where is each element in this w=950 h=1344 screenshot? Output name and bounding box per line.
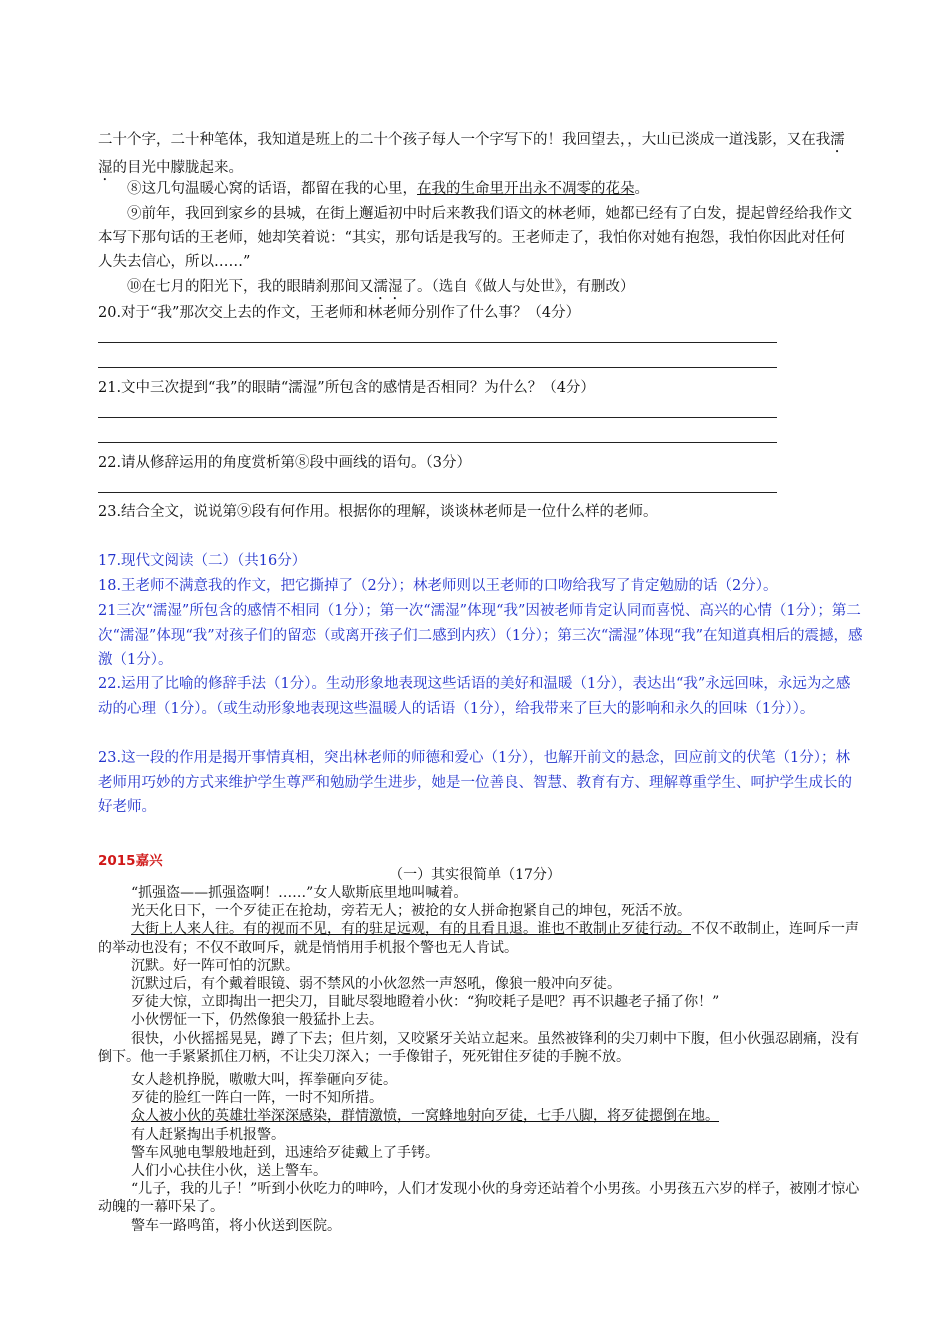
story-paragraph: 大街上人来人往。有的视而不见，有的驻足远观，有的且看且退。谁也不敢制止歹徒行动。不仅不敢制止，连呵斥一声的举动也没有；不仅不敢呵斥，就是悄悄用手机报个警也无人肯试。 <box>98 921 859 956</box>
answer-line[interactable] <box>98 367 777 368</box>
question-22: 22.请从修辞运用的角度赏析第⑧段中画线的语句。（3分） <box>98 455 472 471</box>
answer-17-heading: 17.现代文阅读（二）（共16分） <box>98 553 307 569</box>
story-paragraph: 沉默过后，有个戴着眼镜、弱不禁风的小伙忽然一声怒吼，像狼一般冲向歹徒。 <box>131 976 621 993</box>
emphasized-word: 濡湿 <box>373 279 403 295</box>
story-paragraph: “抓强盗——抓强盗啊！……”女人歇斯底里地叫喊着。 <box>131 885 468 901</box>
passage-paragraph-9: ⑨前年，我回到家乡的县城，在街上邂逅初中时后来教我们语文的林老师，她都已经有了白发，提起曾经给我作文本写下那句话的王老师，她却笑着说：“其实，那句话是我写的。王老师走了，我怕你对她有抱怨，我怕你因此对任何人失去信心，所以……” <box>98 206 852 270</box>
emphasized-word: 濡湿 <box>98 132 845 176</box>
story-paragraph <box>98 1107 864 1125</box>
passage-paragraph-10: ⑩在七月的阳光下，我的眼睛刹那间又濡湿了。（选自《做人与处世》，有删改） <box>127 279 635 295</box>
story-paragraph: 女人趁机挣脱，嗷嗷大叫，挥拳砸向歹徒。 <box>131 1072 397 1089</box>
answer-21: 21三次“濡湿”所包含的感情不相同（1分）；第一次“濡湿”体现“我”因被老师肯定认同而喜悦、高兴的心情（1分）；第二次“濡湿”体现“我”对孩子们的留恋（或离开孩子们二感到内疚）（1分）；第三次“濡湿”体现“我”在知道真相后的震撼，感激（1分）。 <box>98 603 863 668</box>
story-paragraph: 有人赶紧掏出手机报警。 <box>131 1126 285 1143</box>
story-subtitle: （一）其实很简单（17分） <box>389 867 561 883</box>
underlined-sentence: 众人被小伙的英雄壮举深深感染，群情激愤，一窝蜂地射向歹徒，七手八脚，将歹徒摁倒在地。 <box>131 1108 719 1125</box>
underlined-sentence: 在我的生命里开出永不凋零的花朵 <box>417 181 635 197</box>
passage-paragraph-8: ⑧这几句温暖心窝的话语，都留在我的心里，在我的生命里开出永不凋零的花朵。 <box>127 181 649 197</box>
question-23: 23.结合全文，说说第⑨段有何作用。根据你的理解，谈谈林老师是一位什么样的老师。 <box>98 504 658 520</box>
question-21: 21.文中三次提到“我”的眼睛“濡湿”所包含的感情是否相同？为什么？（4分） <box>98 380 595 396</box>
answer-line[interactable] <box>98 442 777 443</box>
answer-line[interactable] <box>98 417 777 418</box>
story-paragraph: 小伙愣怔一下，仍然像狼一般猛扑上去。 <box>131 1012 383 1029</box>
answer-23: 23.这一段的作用是揭开事情真相，突出林老师的师德和爱心（1分），也解开前文的悬念，回应前文的伏笔（1分）；林老师用巧妙的方式来维护学生尊严和勉励学生进步，她是一位善良、智慧、教育有方、理解尊重学生、呵护学生成长的好老师。 <box>98 750 852 815</box>
underlined-sentence: 大街上人来人往。有的视而不见，有的驻足远观，有的且看且退。谁也不敢制止歹徒行动。 <box>131 921 691 938</box>
question-20: 20.对于“我”那次交上去的作文，王老师和林老师分别作了什么事？（4分） <box>98 305 581 321</box>
story-paragraph: 歹徒的脸红一阵白一阵，一时不知所措。 <box>131 1090 383 1107</box>
story-paragraph: 歹徒大惊，立即掏出一把尖刀，目眦尽裂地瞪着小伙：“狗咬耗子是吧？再不识趣老子捅了你！” <box>131 994 720 1011</box>
story-paragraph: 很快，小伙摇摇晃晃，蹲了下去；但片刻，又咬紧牙关站立起来。虽然被锋利的尖刀刺中下腹，但小伙强忍剧痛，没有倒下。他一手紧紧抓住刀柄，不让尖刀深入；一手像钳子，死死钳住歹徒的手腕不放。 <box>98 1030 859 1065</box>
answer-22: 22.运用了比喻的修辞手法（1分）。生动形象地表现这些话语的美好和温暖（1分），表达出“我”永远回味，永远为之感动的心理（1分）。（或生动形象地表现这些温暖人的话语（1分），给我带来了巨大的影响和永久的回味（1分））。 <box>98 676 851 717</box>
answer-18: 18.王老师不满意我的作文，把它撕掉了（2分）；林老师则以王老师的口吻给我写了肯定勉励的话（2分）。 <box>98 578 778 594</box>
story-paragraph: 沉默。好一阵可怕的沉默。 <box>131 957 299 974</box>
story-text <box>98 884 864 1235</box>
story-paragraph: “儿子，我的儿子！”听到小伙吃力的呻吟，人们才发现小伙的身旁还站着个小男孩。小男孩五六岁的样子，被刚才惊心动魄的一幕吓呆了。 <box>98 1181 860 1216</box>
answer-line[interactable] <box>98 492 777 493</box>
story-paragraph: 警车一路鸣笛，将小伙送到医院。 <box>131 1217 341 1234</box>
story-paragraph: 警车风驰电掣般地赶到，迅速给歹徒戴上了手铐。 <box>131 1144 439 1161</box>
story-paragraph: 人们小心扶住小伙，送上警车。 <box>131 1163 327 1180</box>
passage-paragraph-continued: 二十个字，二十种笔体，我知道是班上的二十个孩子每人一个字写下的！我回望去，，大山已淡成一道浅影，又在我濡湿的目光中朦胧起来。 <box>98 132 845 176</box>
story-paragraph: 光天化日下，一个歹徒正在抢劫，旁若无人；被抢的女人拼命抱紧自己的坤包，死活不放。 <box>131 903 691 920</box>
answer-line[interactable] <box>98 342 777 343</box>
section-label: 2015嘉兴 <box>98 853 163 869</box>
